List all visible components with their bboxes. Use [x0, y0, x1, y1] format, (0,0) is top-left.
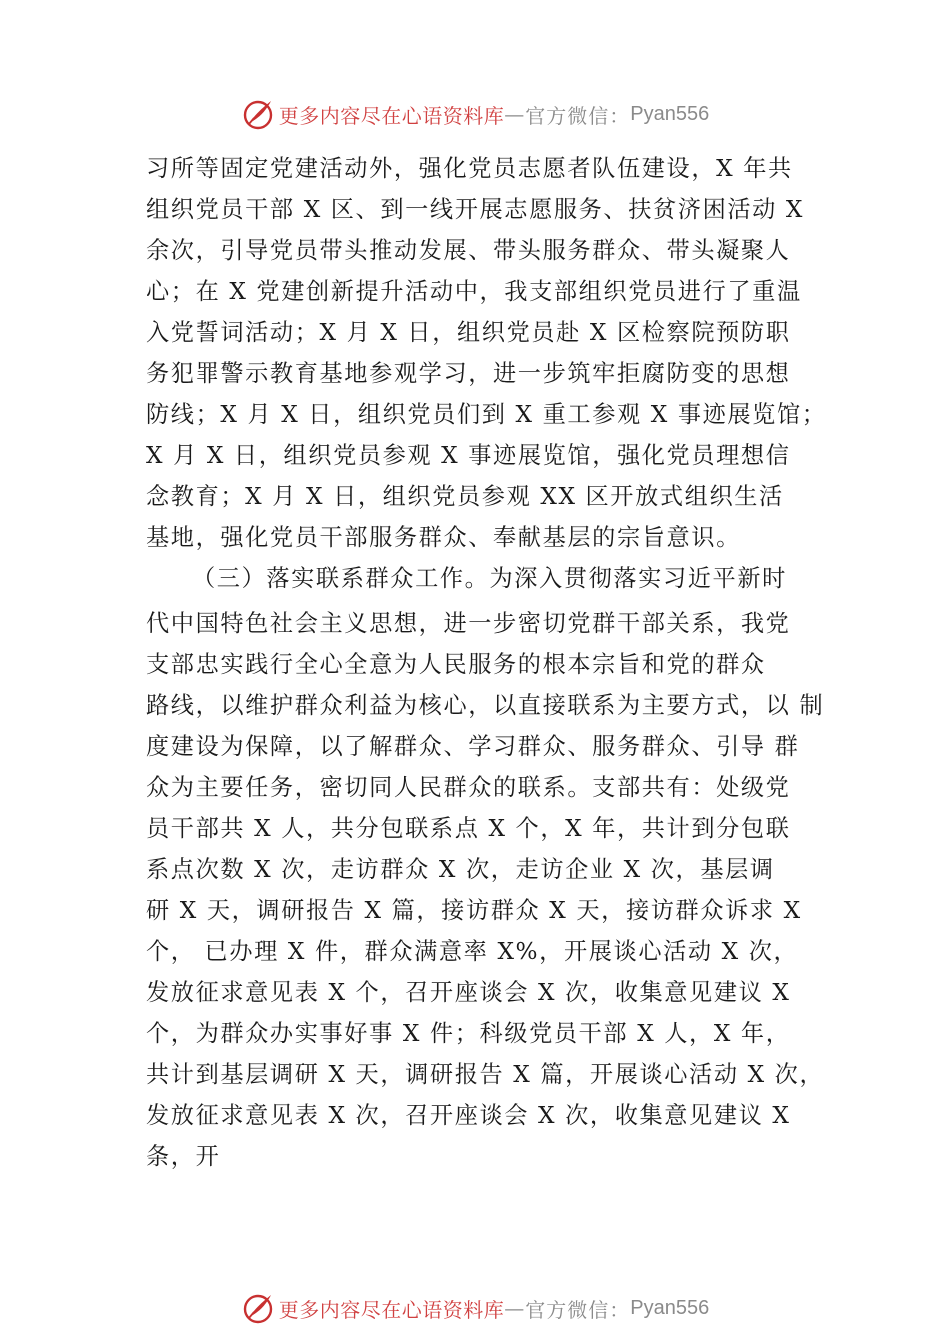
text-line: 务犯罪警示教育基地参观学习，进一步筑牢拒腐防变的思想	[146, 360, 791, 387]
section-heading-line: （三）落实联系群众工作。为深入贯彻落实习近平新时	[192, 565, 787, 592]
text-line: 共计到基层调研 X 天，调研报告 X 篇，开展谈心活动 X 次，	[146, 1061, 825, 1088]
text-line: X 月 X 日，组织党员参观 X 事迹展览馆，强化党员理想信	[146, 442, 791, 469]
text-line: 个，为群众办实事好事 X 件；科级党员干部 X 人，X 年，	[146, 1020, 791, 1047]
text-line: 路线，以维护群众利益为核心，以直接联系为主要方式，以 制	[146, 692, 825, 719]
text-line: 度建设为保障，以了解群众、学习群众、服务群众、引导 群	[146, 733, 800, 760]
text-line: 众为主要任务，密切同人民群众的联系。支部共有：处级党	[146, 774, 791, 801]
quill-logo-icon	[241, 97, 275, 131]
watermark-highlight: 更多内容尽在心语资料库	[278, 1297, 505, 1322]
text-line: 支部忠实践行全心全意为人民服务的根本宗旨和党的群众	[146, 651, 766, 678]
text-line: 念教育；X 月 X 日，组织党员参观 XX 区开放式组织生活	[146, 483, 784, 510]
watermark-label: 官方微信：	[525, 103, 631, 128]
text-line: 代中国特色社会主义思想，进一步密切党群干部关系，我党	[146, 610, 791, 637]
text-line: 个， 已办理 X 件，群众满意率 X%，开展谈心活动 X 次，	[146, 938, 799, 965]
watermark-label: 官方微信：	[525, 1297, 631, 1322]
document-body	[146, 148, 827, 1177]
text-line: 系点次数 X 次，走访群众 X 次，走访企业 X 次，基层调	[146, 856, 775, 883]
watermark-highlight: 更多内容尽在心语资料库	[278, 103, 505, 128]
footer-watermark	[0, 1288, 950, 1328]
watermark-separator: —	[504, 102, 526, 126]
text-line: 发放征求意见表 X 个，召开座谈会 X 次，收集意见建议 X	[146, 979, 791, 1006]
text-line: 发放征求意见表 X 次，召开座谈会 X 次，收集意见建议 X	[146, 1102, 791, 1129]
watermark-id: Pyan556	[630, 1296, 710, 1319]
text-line: 习所等固定党建活动外，强化党员志愿者队伍建设，X 年共	[146, 155, 793, 182]
watermark-separator: —	[504, 1296, 526, 1320]
text-line: 心；在 X 党建创新提升活动中，我支部组织党员进行了重温	[146, 278, 802, 305]
text-line: 防线；X 月 X 日，组织党员们到 X 重工参观 X 事迹展览馆；	[146, 401, 827, 428]
watermark-id: Pyan556	[630, 102, 710, 125]
text-line: 入党誓词活动；X 月 X 日，组织党员赴 X 区检察院预防职	[146, 319, 791, 346]
header-watermark	[0, 94, 950, 134]
quill-logo-icon	[241, 1291, 275, 1325]
text-line: 基地，强化党员干部服务群众、奉献基层的宗旨意识。	[146, 524, 741, 551]
text-line: 组织党员干部 X 区、到一线开展志愿服务、扶贫济困活动 X	[146, 196, 805, 223]
text-line: 员干部共 X 人，共分包联系点 X 个，X 年，共计到分包联	[146, 815, 791, 842]
text-line: 条，开	[146, 1143, 221, 1170]
text-line: 余次，引导党员带头推动发展、带头服务群众、带头凝聚人	[146, 237, 791, 264]
text-line: 研 X 天，调研报告 X 篇，接访群众 X 天，接访群众诉求 X	[146, 897, 802, 924]
